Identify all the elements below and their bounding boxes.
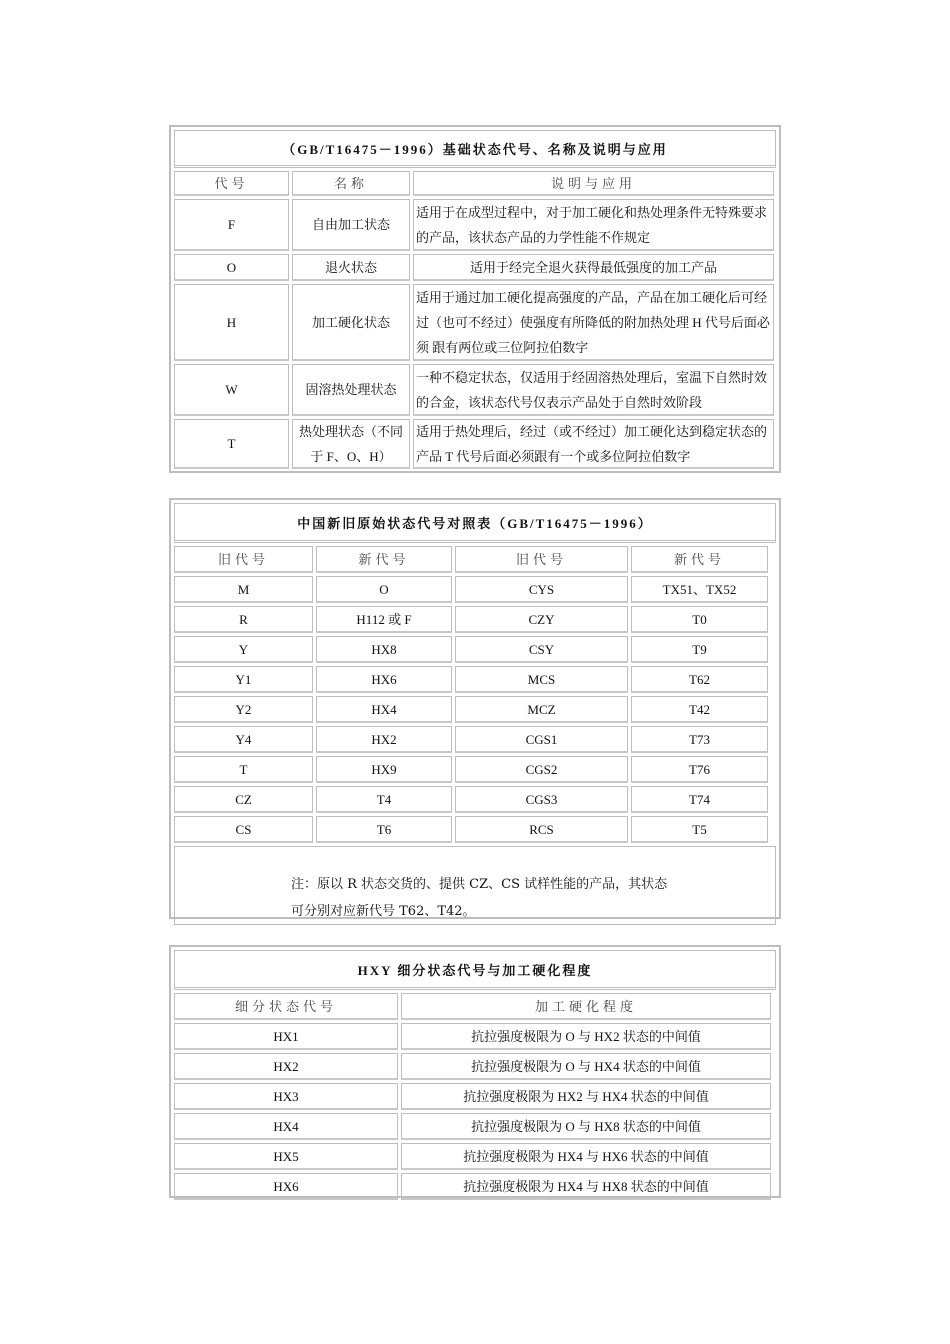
table-row (174, 786, 776, 813)
name-cell: 自由加工状态 (292, 199, 410, 251)
subcode-cell: HX4 (174, 1113, 398, 1140)
table-row (174, 199, 776, 251)
old-code-cell: MCS (455, 666, 628, 693)
desc-cell: 适用于在成型过程中，对于加工硬化和热处理条件无特殊要求的产品，该状态产品的力学性能不作规定 (413, 199, 774, 251)
desc-cell: 适用于热处理后，经过（或不经过）加工硬化达到稳定状态的产品 T 代号后面必须跟有一个或多位阿拉伯数字 (413, 419, 774, 469)
hxy-subdivision-table (169, 945, 781, 1198)
old-code-cell: CZY (455, 606, 628, 633)
new-code-cell: HX9 (316, 756, 452, 783)
header-old-code: 旧代号 (455, 546, 628, 573)
new-code-cell: T76 (631, 756, 768, 783)
table-title: 中国新旧原始状态代号对照表（GB/T16475－1996） (174, 503, 776, 543)
new-code-cell: TX51、TX52 (631, 576, 768, 603)
subcode-cell: HX6 (174, 1173, 398, 1200)
old-code-cell: MCZ (455, 696, 628, 723)
hardening-cell: 抗拉强度极限为 O 与 HX2 状态的中间值 (401, 1023, 771, 1050)
old-new-code-table (169, 498, 781, 919)
table-row (174, 636, 776, 663)
old-code-cell: CSY (455, 636, 628, 663)
old-code-cell: CGS1 (455, 726, 628, 753)
name-cell: 热处理状态（不同于 F、O、H） (292, 419, 410, 469)
new-code-cell: T9 (631, 636, 768, 663)
header-old-code: 旧代号 (174, 546, 313, 573)
new-code-cell: HX4 (316, 696, 452, 723)
table-row (174, 666, 776, 693)
new-code-cell: T5 (631, 816, 768, 843)
old-code-cell: R (174, 606, 313, 633)
new-code-cell: H112 或 F (316, 606, 452, 633)
old-code-cell: Y1 (174, 666, 313, 693)
new-code-cell: T73 (631, 726, 768, 753)
header-hardening: 加工硬化程度 (401, 993, 771, 1020)
table-row (174, 816, 776, 843)
table-row (174, 726, 776, 753)
table-row (174, 756, 776, 783)
old-code-cell: Y (174, 636, 313, 663)
new-code-cell: HX2 (316, 726, 452, 753)
hardening-cell: 抗拉强度极限为 HX2 与 HX4 状态的中间值 (401, 1083, 771, 1110)
subcode-cell: HX5 (174, 1143, 398, 1170)
old-code-cell: CS (174, 816, 313, 843)
hardening-cell: 抗拉强度极限为 HX4 与 HX6 状态的中间值 (401, 1143, 771, 1170)
table-row (174, 576, 776, 603)
note-line: 注：原以 R 状态交货的、提供 CZ、CS 试样性能的产品，其状态 (291, 877, 668, 892)
code-cell: F (174, 199, 289, 251)
new-code-cell: HX8 (316, 636, 452, 663)
name-cell: 退火状态 (292, 254, 410, 281)
old-code-cell: T (174, 756, 313, 783)
old-code-cell: Y2 (174, 696, 313, 723)
old-code-cell: CZ (174, 786, 313, 813)
table-row (174, 1173, 776, 1200)
header-code: 代号 (174, 171, 289, 196)
header-subcode: 细分状态代号 (174, 993, 398, 1020)
code-cell: W (174, 364, 289, 416)
table-title: HXY 细分状态代号与加工硬化程度 (174, 950, 776, 990)
table-row (174, 284, 776, 361)
subcode-cell: HX2 (174, 1053, 398, 1080)
old-code-cell: M (174, 576, 313, 603)
header-desc: 说明与应用 (413, 171, 774, 196)
desc-cell: 适用于经完全退火获得最低强度的加工产品 (413, 254, 774, 281)
old-code-cell: CGS2 (455, 756, 628, 783)
code-cell: T (174, 419, 289, 469)
table-row (174, 1143, 776, 1170)
basic-temper-table (169, 125, 781, 473)
new-code-cell: T6 (316, 816, 452, 843)
header-new-code: 新代号 (316, 546, 452, 573)
new-code-cell: T4 (316, 786, 452, 813)
desc-cell: 一种不稳定状态，仅适用于经固溶热处理后，室温下自然时效的合金，该状态代号仅表示产品处于自然时效阶段 (413, 364, 774, 416)
new-code-cell: T62 (631, 666, 768, 693)
name-cell: 固溶热处理状态 (292, 364, 410, 416)
table-row (174, 254, 776, 281)
table-row (174, 364, 776, 416)
hardening-cell: 抗拉强度极限为 HX4 与 HX8 状态的中间值 (401, 1173, 771, 1200)
subcode-cell: HX1 (174, 1023, 398, 1050)
note-line: 可分别对应新代号 T62、T42。 (291, 904, 476, 919)
table-row (174, 1053, 776, 1080)
table-note (174, 846, 776, 925)
name-cell: 加工硬化状态 (292, 284, 410, 361)
old-code-cell: Y4 (174, 726, 313, 753)
code-cell: O (174, 254, 289, 281)
new-code-cell: T74 (631, 786, 768, 813)
hardening-cell: 抗拉强度极限为 O 与 HX4 状态的中间值 (401, 1053, 771, 1080)
new-code-cell: O (316, 576, 452, 603)
table-row (174, 1083, 776, 1110)
table-row (174, 1113, 776, 1140)
old-code-cell: RCS (455, 816, 628, 843)
new-code-cell: T42 (631, 696, 768, 723)
desc-cell: 适用于通过加工硬化提高强度的产品，产品在加工硬化后可经过（也可不经过）使强度有所降低的附加热处理 H 代号后面必须 跟有两位或三位阿拉伯数字 (413, 284, 774, 361)
old-code-cell: CGS3 (455, 786, 628, 813)
table-row (174, 419, 776, 469)
table-title: （GB/T16475－1996）基础状态代号、名称及说明与应用 (174, 130, 776, 168)
header-name: 名称 (292, 171, 410, 196)
old-code-cell: CYS (455, 576, 628, 603)
new-code-cell: T0 (631, 606, 768, 633)
subcode-cell: HX3 (174, 1083, 398, 1110)
table-row (174, 1023, 776, 1050)
new-code-cell: HX6 (316, 666, 452, 693)
code-cell: H (174, 284, 289, 361)
header-new-code: 新代号 (631, 546, 768, 573)
table-row (174, 606, 776, 633)
table-row (174, 696, 776, 723)
hardening-cell: 抗拉强度极限为 O 与 HX8 状态的中间值 (401, 1113, 771, 1140)
